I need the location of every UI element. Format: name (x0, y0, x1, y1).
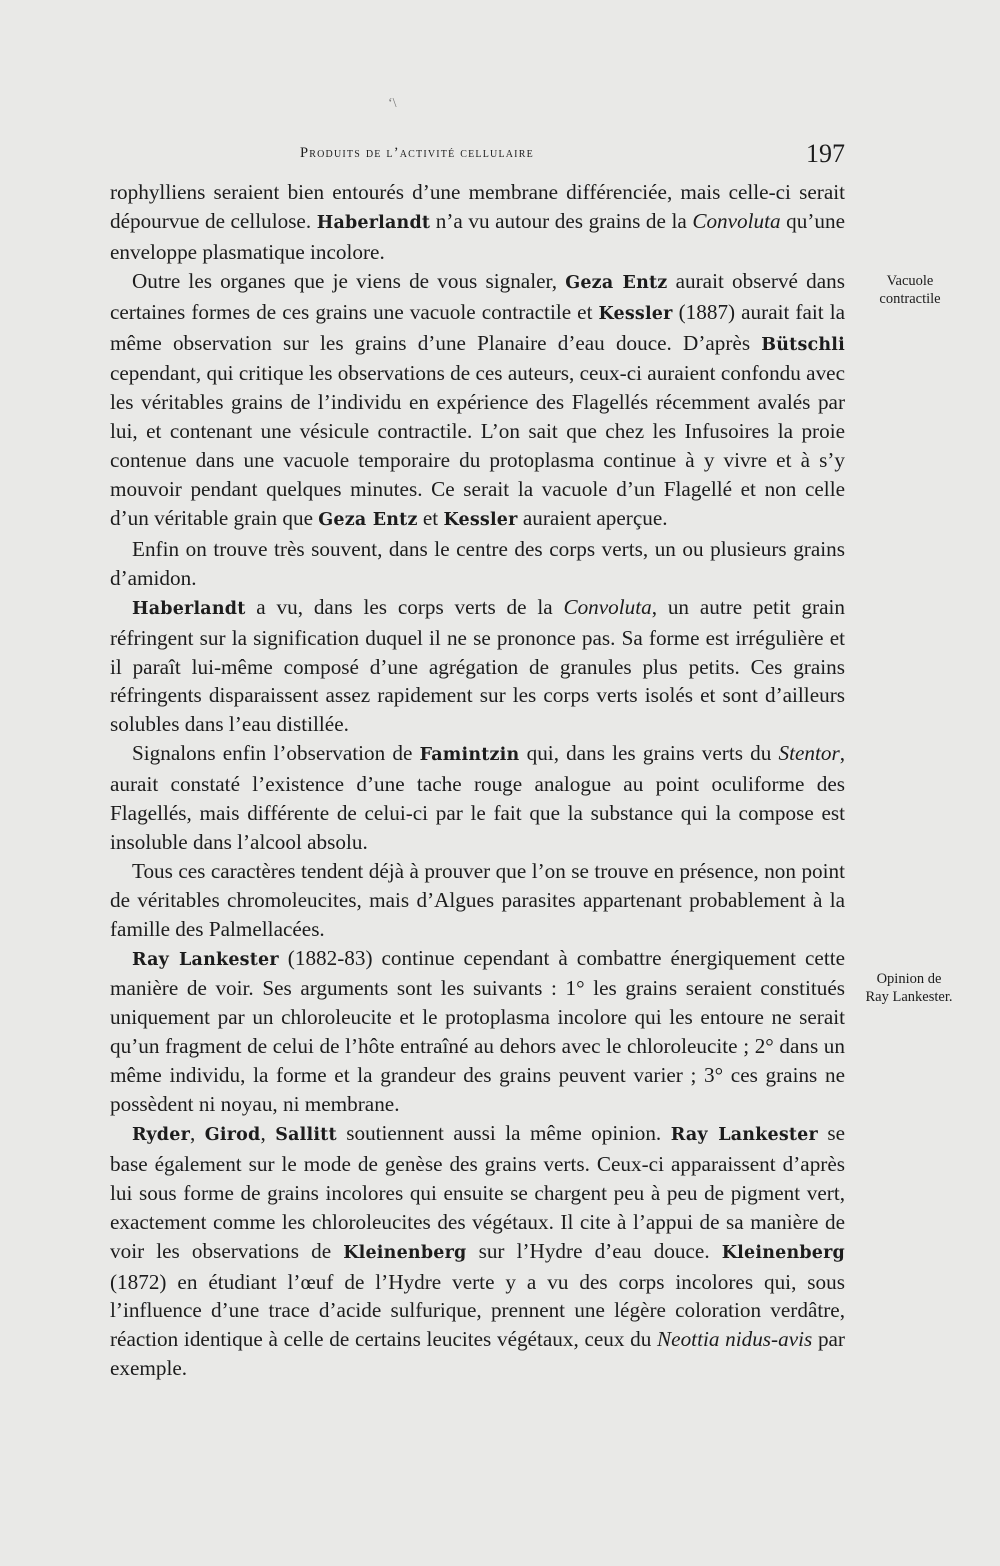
margin-note-line: Vacuole (886, 273, 934, 289)
text-run: (1872) en étudiant l’œuf de l’Hydre verte y a vu des corps incolores qui, sous l’influence d’une trace d’acide sulfurique, prennent une légère coloration verdâtre, réaction identique à celle de certains leucites végétaux, ceux du (110, 1269, 845, 1352)
text-run: qu’une enveloppe plasmatique incolore. (110, 208, 845, 264)
author-name: Kessler (598, 303, 673, 324)
paragraph (110, 535, 845, 593)
species-name: Convoluta (692, 208, 781, 233)
paragraph (110, 944, 845, 1119)
text-run: qui, dans les grains verts du (519, 741, 779, 766)
text-run: cependant, qui critique les observations de ces auteurs, ceux-ci auraient confondu avec les véritables grains de l’individu en expérience des Flagellés récemment avalés par lui, et contenant une vésicule contractile. L’on sait que chez les Infusoires la proie contenue dans une vacuole temporaire du protoplasma continue à y vivre et à s’y mouvoir pendant quelques minutes. Ce serait la vacuole d’un Flagellé et non celle d’un véritable grain que (110, 361, 845, 530)
author-name: Famintzin (419, 745, 520, 766)
paragraph (110, 178, 845, 267)
author-name: Kleinenberg (343, 1242, 467, 1263)
author-name: Girod (204, 1125, 261, 1145)
body-text (110, 178, 845, 1383)
page-number: 197 (806, 139, 845, 168)
text-run: sur l’Hydre d’eau douce. (466, 1238, 722, 1263)
running-title: Produits de l’activité cellulaire (300, 145, 534, 161)
author-name: Kessler (443, 509, 518, 530)
text-run: n’a vu autour des grains de la (430, 208, 693, 233)
text-run: Signalons enfin l’observation de (132, 741, 420, 766)
paragraph (110, 739, 845, 857)
running-head (110, 139, 845, 168)
print-speck: ‘\ (388, 96, 397, 111)
paragraph (110, 267, 845, 535)
text-run: , aurait constaté l’existence d’une tache rouge analogue au point oculiforme des Flagellés, mais différente de celui-ci par le fait que la substance qui la compose est insoluble dans l’alcool absolu. (110, 741, 845, 854)
species-name: Convoluta (563, 594, 652, 619)
author-name: Ray Lankester (670, 1125, 818, 1145)
text-run: a vu, dans les corps verts de la (245, 594, 564, 619)
text-run: , (260, 1121, 276, 1145)
margin-note-line: contractile (879, 291, 941, 307)
author-name: Geza Entz (565, 272, 668, 293)
paragraph (110, 857, 845, 944)
text-run: et (417, 505, 444, 530)
author-name: Sallitt (275, 1125, 337, 1145)
text-run: Tous ces caractères tendent déjà à prouver que l’on se trouve en présence, non point de véritables chromoleucites, mais d’Algues parasites appartenant probablement à la famille des Palmellacées. (110, 858, 845, 941)
margin-note-line: Opinion de (876, 971, 942, 987)
text-run: , un autre petit grain réfringent sur la signification duquel il ne se prononce pas. Sa forme est irrégulière et il paraît lui-même composé d’une agrégation de granules plus petits. Ces grains réfringents disparaissent assez rapidement sur les corps verts isolés et sont d’ailleurs solubles dans l’eau distillée. (110, 594, 845, 737)
text-run: (1882-83) continue cependant à combattre énergiquement cette manière de voir. Ses arguments sont les suivants : 1° les grains seraient constitués uniquement par un chloroleucite et le protoplasma incolore qui les entoure ne serait qu’un fragment de celui de l’hôte entraîné au dehors avec le chloroleucite ; 2° dans un même individu, la forme et la grandeur des grains peuvent varier ; 3° ces grains ne possèdent ni noyau, ni membrane. (110, 945, 846, 1117)
author-name: Ray Lankester (132, 949, 279, 970)
text-run: soutiennent aussi la même opinion. (336, 1121, 671, 1145)
paragraph (110, 593, 845, 740)
text-run: auraient aperçue. (517, 505, 668, 530)
species-name: Stentor (778, 741, 840, 766)
author-name: Geza Entz (318, 509, 418, 530)
text-run: aurait observé dans certaines formes de ces grains une vacuole contractile et (110, 268, 845, 324)
text-run: (1887) aurait fait la même observation sur les grains d’une Planaire d’eau douce. D’après (110, 299, 845, 355)
margin-note-line: Ray Lankester. (865, 989, 953, 1005)
text-run: rophylliens seraient bien entourés d’une membrane différenciée, mais celle-ci serait dépourvue de cellulose. (110, 180, 845, 233)
text-run: Outre les organes que je viens de vous signaler, (132, 268, 566, 293)
margin-note-vacuole (855, 272, 965, 308)
author-name: Ryder (132, 1125, 190, 1145)
text-run: par exemple. (110, 1327, 845, 1381)
paragraph (110, 1119, 845, 1383)
author-name: Bütschli (761, 334, 845, 355)
text-run: , (190, 1121, 205, 1145)
species-name: Neottia nidus-avis (657, 1327, 813, 1352)
author-name: Haberlandt (316, 212, 431, 233)
author-name: Haberlandt (132, 598, 246, 619)
text-run: Enfin on trouve très souvent, dans le centre des corps verts, un ou plusieurs grains d’amidon. (110, 536, 845, 590)
text-run: se base également sur le mode de genèse des grains verts. Ceux-ci apparaissent d’après lui sous forme de grains incolores qui ensuite se chargent peu à peu de pigment vert, exactement comme les chloroleucites des végétaux. Il cite à l’appui de sa manière de voir les observations de (110, 1121, 846, 1263)
margin-note-opinion (853, 970, 965, 1006)
author-name: Kleinenberg (721, 1242, 845, 1263)
